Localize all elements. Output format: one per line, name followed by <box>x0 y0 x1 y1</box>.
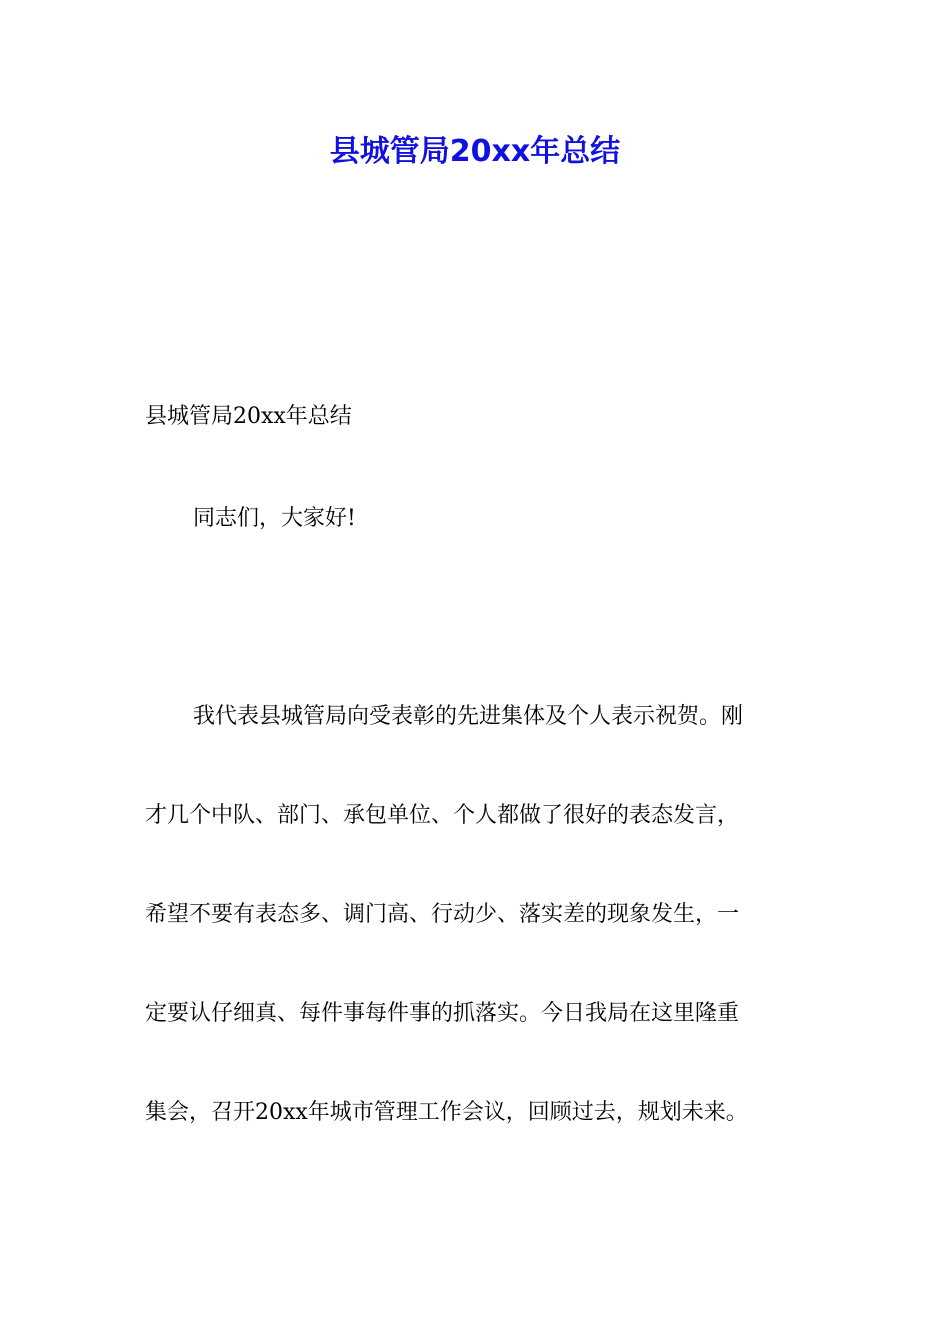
document-title: 县城管局20xx年总结 <box>329 134 621 169</box>
paragraph-line: 我代表县城管局向受表彰的先进集体及个人表示祝贺。刚 <box>193 704 744 729</box>
paragraph-line: 希望不要有表态多、调门高、行动少、落实差的现象发生，一 <box>145 902 740 927</box>
paragraph-line: 定要认仔细真、每件事每件事的抓落实。今日我局在这里隆重 <box>145 1001 740 1026</box>
paragraph-line: 才几个中队、部门、承包单位、个人都做了很好的表态发言， <box>145 803 740 828</box>
paragraph-line: 集会，召开20xx年城市管理工作会议，回顾过去，规划未来。 <box>145 1100 748 1125</box>
document-subtitle: 县城管局20xx年总结 <box>145 404 352 429</box>
greeting-line: 同志们，大家好! <box>193 506 356 531</box>
